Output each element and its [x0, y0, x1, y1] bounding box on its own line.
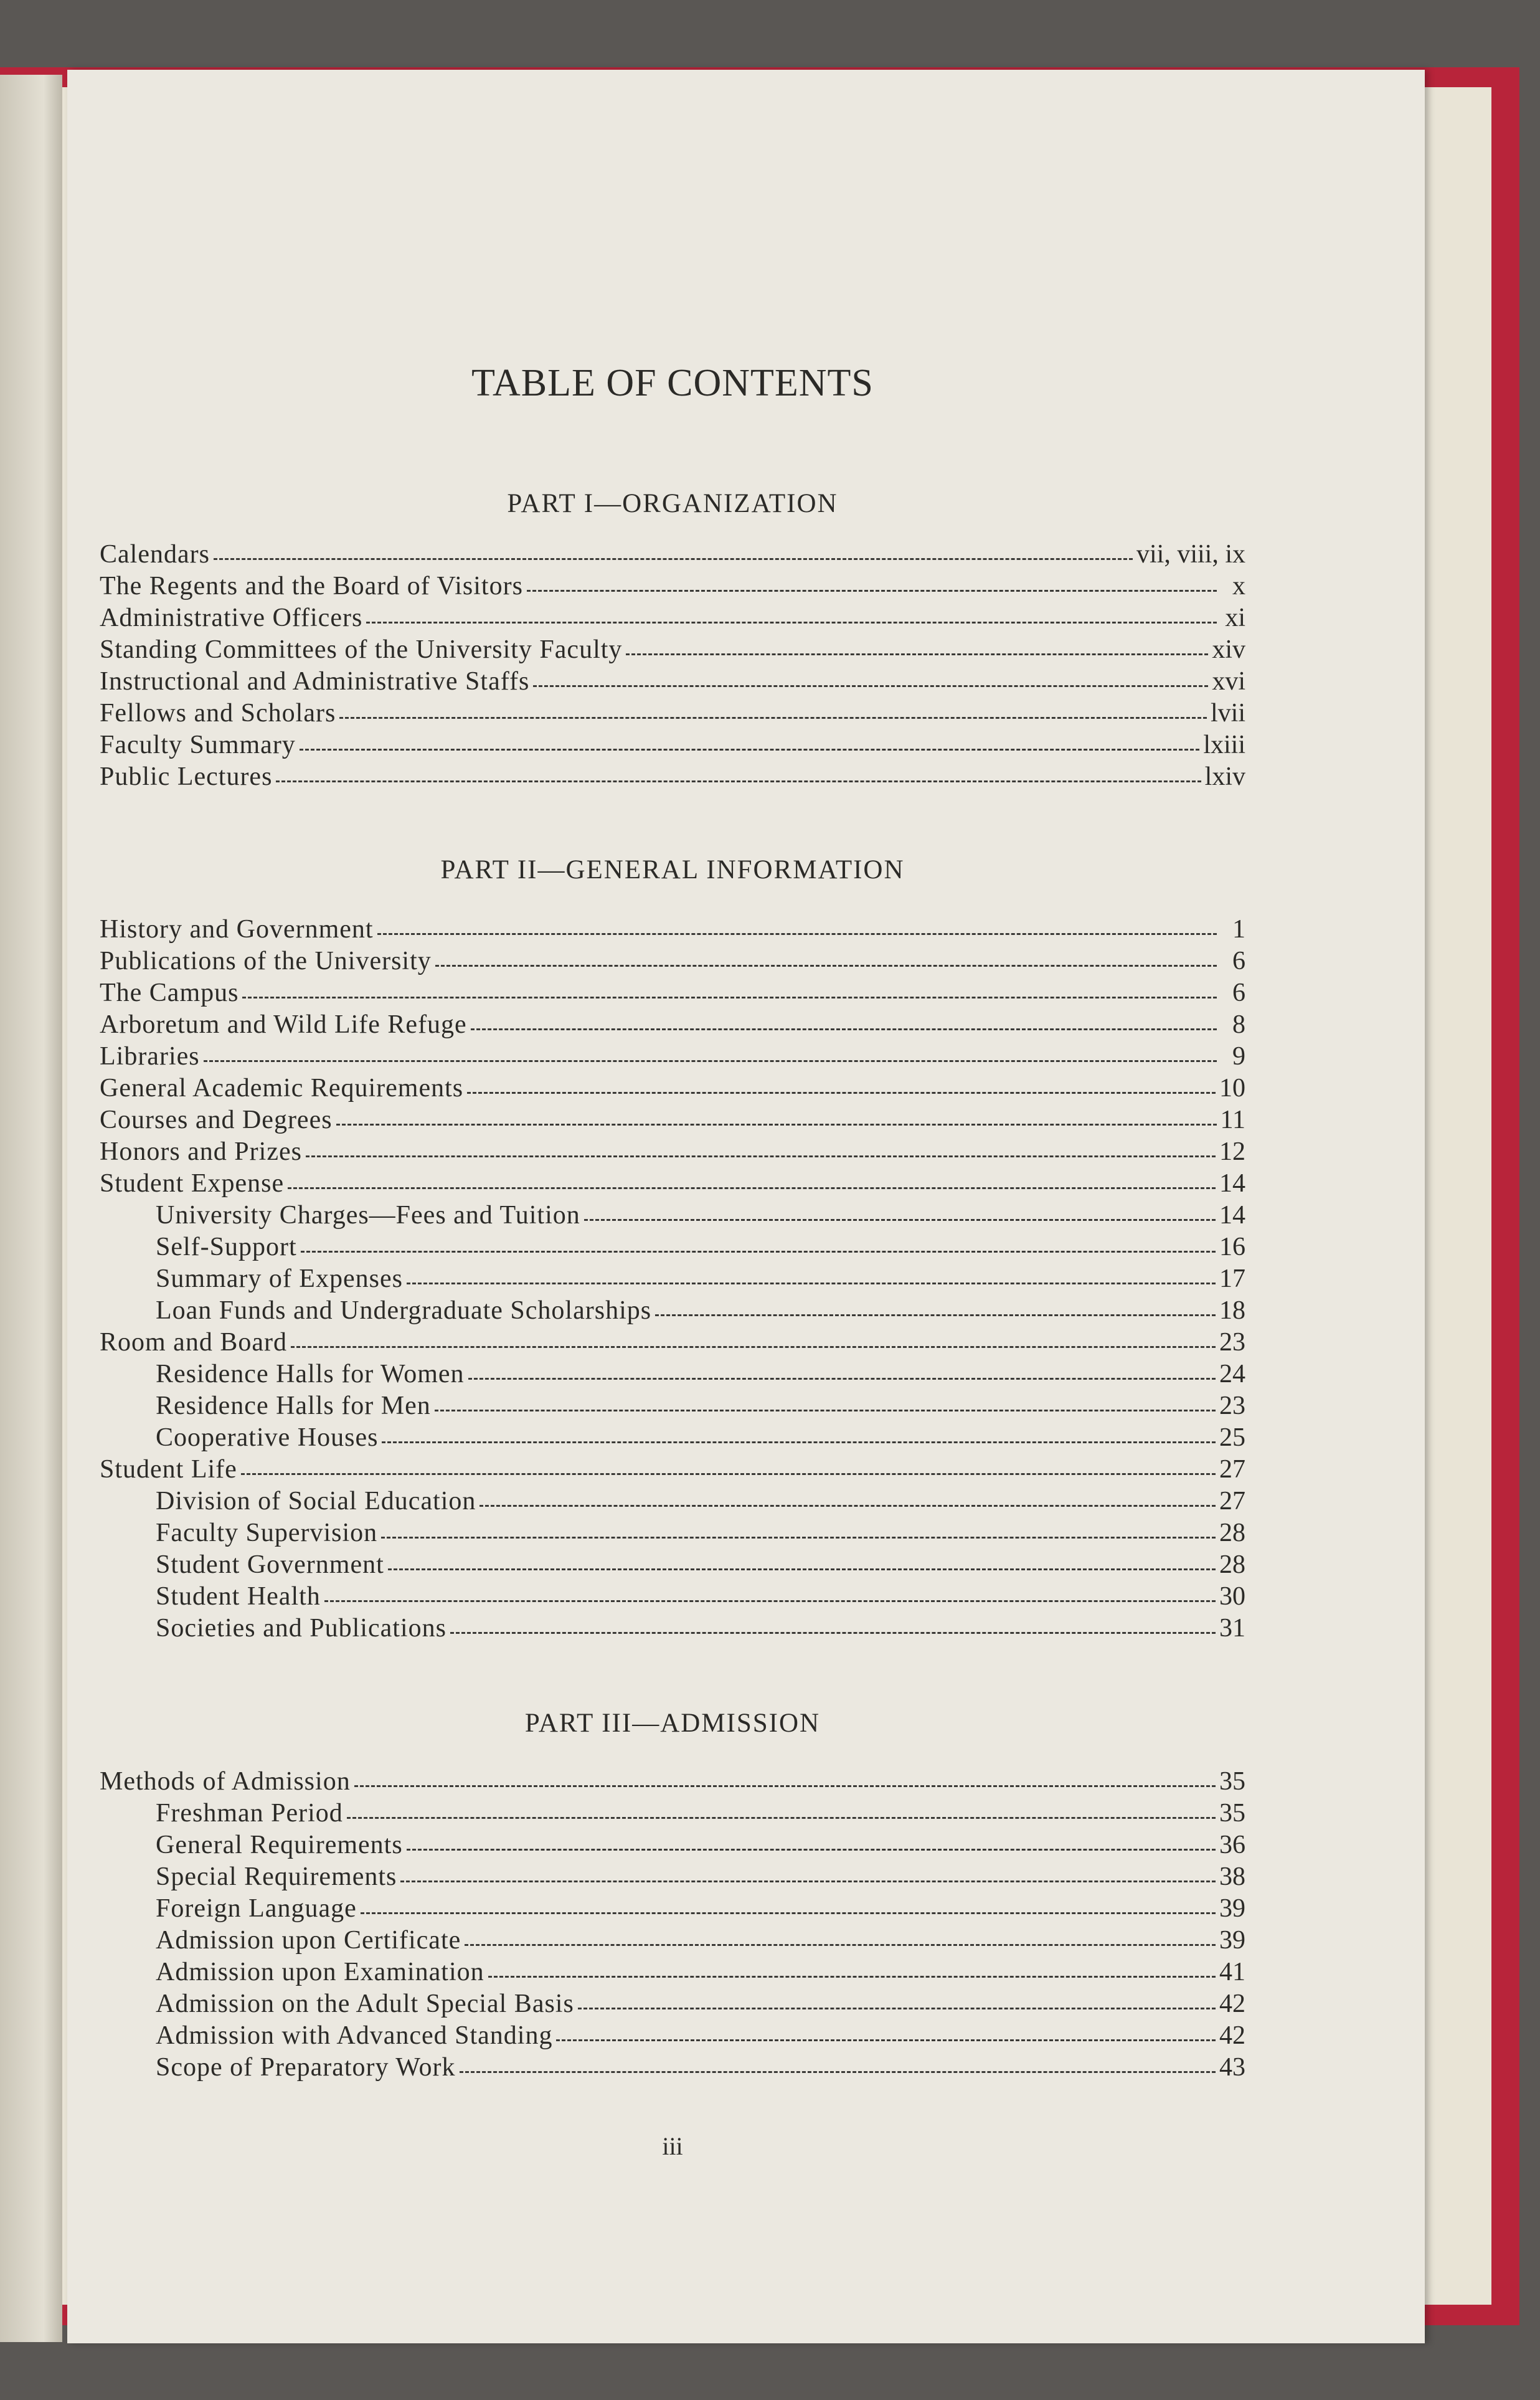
page-title: TABLE OF CONTENTS: [471, 362, 874, 404]
dot-leader: [301, 1251, 1216, 1253]
toc-entry: [100, 1296, 1245, 1327]
toc-entry-label: Instructional and Administrative Staffs: [100, 667, 530, 696]
toc-entry-page: 23: [1219, 1392, 1245, 1420]
toc-entry: [100, 1957, 1245, 1989]
toc-entry: [100, 1862, 1245, 1894]
dot-leader: [288, 1187, 1216, 1189]
toc-entry-page: 36: [1219, 1831, 1245, 1859]
toc-entry-page: 12: [1219, 1137, 1245, 1166]
toc-entry-label: Admission with Advanced Standing: [156, 2021, 553, 2050]
toc-entry-page: vii, viii, ix: [1136, 540, 1245, 569]
toc-entry-label: Calendars: [100, 540, 210, 569]
dot-leader: [400, 1881, 1216, 1882]
dot-leader: [291, 1346, 1216, 1348]
left-page-edge: [0, 75, 62, 2342]
toc-entry-label: Admission upon Certificate: [156, 1926, 461, 1955]
dot-leader: [450, 1632, 1216, 1634]
toc-entry: [100, 1550, 1245, 1582]
page-number: iii: [662, 2132, 683, 2160]
toc-entry: [100, 1518, 1245, 1550]
toc-entry-page: 6: [1232, 979, 1245, 1007]
toc-entry: [100, 2021, 1245, 2052]
toc-entry: [100, 1010, 1245, 1041]
toc-entry-page: 9: [1232, 1042, 1245, 1071]
toc-entry: [100, 1613, 1245, 1645]
toc-entry-label: Special Requirements: [156, 1862, 397, 1891]
dot-leader: [465, 1944, 1216, 1946]
toc-entry: [100, 698, 1245, 730]
toc-entry-page: 17: [1219, 1264, 1245, 1293]
dot-leader: [533, 685, 1208, 687]
toc-entry: [100, 1391, 1245, 1423]
toc-entry: [100, 1200, 1245, 1232]
toc-entry: [100, 1105, 1245, 1137]
toc-entry-page: 38: [1219, 1862, 1245, 1891]
dot-leader: [366, 622, 1217, 624]
toc-entry: [100, 1894, 1245, 1925]
toc-entry: [100, 1989, 1245, 2021]
toc-entry-label: Residence Halls for Men: [156, 1392, 431, 1420]
toc-entry-page: 16: [1219, 1233, 1245, 1261]
toc-entry-label: Loan Funds and Undergraduate Scholarships: [156, 1296, 652, 1325]
dot-leader: [300, 749, 1200, 751]
toc-entry-label: Administrative Officers: [100, 604, 363, 632]
toc-entry-label: Freshman Period: [156, 1799, 343, 1828]
dot-leader: [407, 1849, 1216, 1851]
dot-leader: [407, 1283, 1216, 1284]
toc-entry-label: Foreign Language: [156, 1894, 357, 1923]
dot-leader: [276, 780, 1201, 782]
toc-entry: [100, 762, 1245, 794]
part-heading: PART III—ADMISSION: [524, 1709, 821, 1738]
toc-entry: [100, 1767, 1245, 1798]
part-heading: PART I—ORGANIZATION: [507, 489, 838, 518]
toc-entry-page: 35: [1219, 1767, 1245, 1796]
dot-leader: [468, 1378, 1216, 1380]
toc-entry-page: 18: [1219, 1296, 1245, 1325]
toc-section: [100, 914, 1245, 1645]
dot-leader: [336, 1124, 1217, 1126]
dot-leader: [488, 1976, 1216, 1978]
toc-entry: [100, 1830, 1245, 1862]
part-heading: PART II—GENERAL INFORMATION: [440, 855, 905, 885]
dot-leader: [527, 590, 1217, 592]
toc-entry-page: 42: [1219, 2021, 1245, 2050]
toc-entry-page: 35: [1219, 1799, 1245, 1828]
toc-entry-label: Residence Halls for Women: [156, 1360, 465, 1388]
toc-entry-label: Fellows and Scholars: [100, 699, 336, 728]
toc-entry-label: Societies and Publications: [156, 1614, 446, 1643]
toc-entry: [100, 1137, 1245, 1169]
toc-entry-page: 14: [1219, 1201, 1245, 1230]
toc-entry-page: 11: [1220, 1106, 1245, 1134]
toc-entry-page: 30: [1219, 1582, 1245, 1611]
toc-entry-page: xvi: [1212, 667, 1245, 696]
toc-entry: [100, 1073, 1245, 1105]
toc-entry-page: 28: [1219, 1519, 1245, 1547]
dot-leader: [241, 1473, 1216, 1475]
book-page: [67, 70, 1425, 2343]
toc-entry-page: 31: [1219, 1614, 1245, 1643]
toc-entry: [100, 666, 1245, 698]
dot-leader: [306, 1155, 1216, 1157]
toc-entry-label: Cooperative Houses: [156, 1423, 379, 1452]
dot-leader: [467, 1092, 1216, 1094]
toc-entry-label: Self-Support: [156, 1233, 297, 1261]
dot-leader: [584, 1219, 1216, 1221]
toc-entry-page: 39: [1219, 1926, 1245, 1955]
toc-entry: [100, 946, 1245, 978]
toc-entry-label: Room and Board: [100, 1328, 287, 1357]
toc-section: [100, 539, 1245, 794]
toc-entry-label: Division of Social Education: [156, 1487, 476, 1515]
toc-entry-label: Student Life: [100, 1455, 237, 1484]
toc-entry: [100, 1423, 1245, 1454]
toc-entry-page: 25: [1219, 1423, 1245, 1452]
dot-leader: [214, 558, 1133, 560]
toc-entry-label: The Campus: [100, 979, 239, 1007]
dot-leader: [578, 2008, 1216, 2009]
toc-entry-label: Scope of Preparatory Work: [156, 2053, 456, 2082]
dot-leader: [204, 1060, 1217, 1062]
toc-entry-page: 27: [1219, 1455, 1245, 1484]
toc-entry-label: Public Lectures: [100, 762, 273, 791]
dot-leader: [347, 1817, 1216, 1819]
toc-entry-label: General Requirements: [156, 1831, 403, 1859]
toc-section: [100, 1767, 1245, 2084]
toc-entry-label: Student Health: [156, 1582, 321, 1611]
toc-entry: [100, 1798, 1245, 1830]
toc-entry-label: Methods of Admission: [100, 1767, 351, 1796]
dot-leader: [382, 1441, 1216, 1443]
toc-entry: [100, 1359, 1245, 1391]
toc-entry: [100, 1486, 1245, 1518]
dot-leader: [556, 2039, 1216, 2041]
toc-entry: [100, 1232, 1245, 1264]
dot-leader: [626, 653, 1208, 655]
dot-leader: [339, 717, 1207, 719]
toc-entry-page: 43: [1219, 2053, 1245, 2082]
toc-entry: [100, 1925, 1245, 1957]
toc-entry: [100, 914, 1245, 946]
toc-entry-page: 28: [1219, 1550, 1245, 1579]
dot-leader: [460, 2071, 1216, 2073]
toc-entry: [100, 1327, 1245, 1359]
toc-entry-label: General Academic Requirements: [100, 1074, 464, 1103]
toc-entry: [100, 539, 1245, 571]
toc-entry-label: History and Government: [100, 915, 374, 944]
dot-leader: [435, 965, 1217, 967]
toc-entry-label: University Charges—Fees and Tuition: [156, 1201, 580, 1230]
toc-entry-page: 24: [1219, 1360, 1245, 1388]
dot-leader: [354, 1785, 1216, 1787]
toc-entry-label: Admission upon Examination: [156, 1958, 484, 1986]
toc-entry: [100, 603, 1245, 635]
toc-entry-label: Standing Committees of the University Faculty: [100, 635, 623, 664]
dot-leader: [388, 1568, 1216, 1570]
toc-entry-label: Admission on the Adult Special Basis: [156, 1990, 574, 2018]
toc-entry-page: 39: [1219, 1894, 1245, 1923]
toc-entry-label: Libraries: [100, 1042, 200, 1071]
toc-entry-page: 23: [1219, 1328, 1245, 1357]
dot-leader: [324, 1600, 1216, 1602]
toc-entry-page: 27: [1219, 1487, 1245, 1515]
toc-entry-page: xiv: [1212, 635, 1245, 664]
toc-entry: [100, 1264, 1245, 1296]
toc-entry-label: Summary of Expenses: [156, 1264, 403, 1293]
toc-entry-label: Student Expense: [100, 1169, 285, 1198]
toc-entry: [100, 1454, 1245, 1486]
dot-leader: [471, 1028, 1217, 1030]
toc-entry-label: Faculty Supervision: [156, 1519, 378, 1547]
toc-entry-page: lvii: [1210, 699, 1245, 728]
toc-entry: [100, 978, 1245, 1010]
toc-entry-label: Honors and Prizes: [100, 1137, 302, 1166]
toc-entry-page: lxiii: [1203, 731, 1245, 759]
toc-entry-page: 41: [1219, 1958, 1245, 1986]
toc-entry: [100, 1169, 1245, 1200]
toc-entry-label: Publications of the University: [100, 947, 432, 975]
dot-leader: [435, 1410, 1216, 1411]
toc-entry-page: x: [1232, 572, 1245, 600]
toc-entry-label: The Regents and the Board of Visitors: [100, 572, 523, 600]
toc-entry-label: Faculty Summary: [100, 731, 296, 759]
toc-entry-page: lxiv: [1204, 762, 1245, 791]
toc-entry: [100, 2052, 1245, 2084]
toc-entry: [100, 571, 1245, 603]
dot-leader: [377, 933, 1217, 935]
toc-entry-page: 1: [1232, 915, 1245, 944]
toc-entry-page: 8: [1232, 1010, 1245, 1039]
toc-entry: [100, 635, 1245, 666]
toc-entry-page: 10: [1219, 1074, 1245, 1103]
toc-entry: [100, 1041, 1245, 1073]
toc-entry: [100, 730, 1245, 762]
dot-leader: [381, 1537, 1216, 1539]
toc-entry-page: 6: [1232, 947, 1245, 975]
toc-entry-label: Student Government: [156, 1550, 384, 1579]
toc-entry-page: 14: [1219, 1169, 1245, 1198]
toc-entry-label: Arboretum and Wild Life Refuge: [100, 1010, 467, 1039]
toc-entry-label: Courses and Degrees: [100, 1106, 333, 1134]
toc-entry: [100, 1582, 1245, 1613]
dot-leader: [242, 997, 1217, 998]
toc-entry-page: xi: [1225, 604, 1245, 632]
dot-leader: [479, 1505, 1216, 1507]
dot-leader: [361, 1912, 1216, 1914]
toc-entry-page: 42: [1219, 1990, 1245, 2018]
dot-leader: [655, 1314, 1216, 1316]
